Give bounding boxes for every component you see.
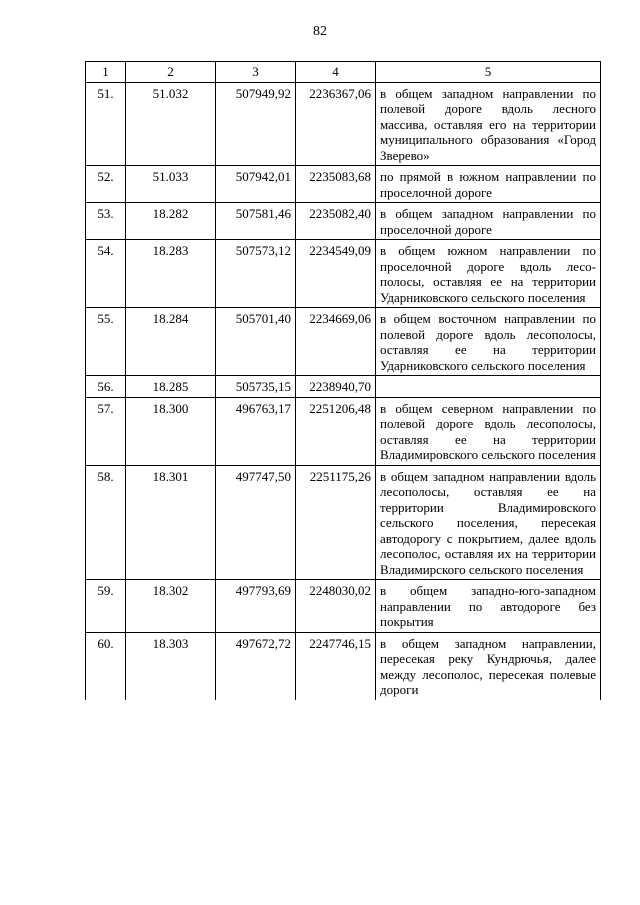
row-number-cell: 52. — [86, 166, 126, 203]
point-id-cell: 18.303 — [126, 632, 216, 700]
coord-x-cell: 497793,69 — [216, 580, 296, 633]
point-id-cell: 51.032 — [126, 82, 216, 166]
header-cell-3: 3 — [216, 62, 296, 83]
coord-y-cell: 2251175,26 — [296, 465, 376, 580]
coord-x-cell: 497672,72 — [216, 632, 296, 700]
coord-y-cell: 2236367,06 — [296, 82, 376, 166]
row-number-cell: 55. — [86, 308, 126, 376]
coord-x-cell: 507573,12 — [216, 240, 296, 308]
description-cell — [376, 376, 601, 398]
point-id-cell: 18.285 — [126, 376, 216, 398]
coord-y-cell: 2234549,09 — [296, 240, 376, 308]
coord-y-cell: 2251206,48 — [296, 397, 376, 465]
table-row — [86, 632, 601, 700]
coord-y-cell: 2238940,70 — [296, 376, 376, 398]
coordinates-table — [85, 61, 601, 700]
table-row — [86, 465, 601, 580]
point-id-cell: 18.283 — [126, 240, 216, 308]
description-cell: в общем западном направлении, пересекая реку Кундрючья, далее между лесополос, пересекая полевые дороги — [376, 632, 601, 700]
point-id-cell: 18.282 — [126, 203, 216, 240]
table-row — [86, 240, 601, 308]
coord-x-cell: 507949,92 — [216, 82, 296, 166]
row-number-cell: 51. — [86, 82, 126, 166]
row-number-cell: 59. — [86, 580, 126, 633]
coord-x-cell: 505701,40 — [216, 308, 296, 376]
point-id-cell: 18.284 — [126, 308, 216, 376]
coord-y-cell: 2235083,68 — [296, 166, 376, 203]
coord-y-cell: 2247746,15 — [296, 632, 376, 700]
table-row — [86, 166, 601, 203]
coord-y-cell: 2235082,40 — [296, 203, 376, 240]
table-row — [86, 82, 601, 166]
coord-y-cell: 2248030,02 — [296, 580, 376, 633]
table-row — [86, 397, 601, 465]
coord-x-cell: 505735,15 — [216, 376, 296, 398]
row-number-cell: 58. — [86, 465, 126, 580]
table-row — [86, 308, 601, 376]
description-cell: в общем южном направлении по проселочной дороге вдоль лесополосы, оставляя ее на территории Ударниковского сельского поселения — [376, 240, 601, 308]
header-cell-2: 2 — [126, 62, 216, 83]
point-id-cell: 51.033 — [126, 166, 216, 203]
coord-x-cell: 497747,50 — [216, 465, 296, 580]
coord-y-cell: 2234669,06 — [296, 308, 376, 376]
header-cell-5: 5 — [376, 62, 601, 83]
row-number-cell: 53. — [86, 203, 126, 240]
point-id-cell: 18.300 — [126, 397, 216, 465]
description-cell: в общем северном направлении по полевой дороге вдоль лесополосы, оставляя ее на территории Владимировского сельского поселения — [376, 397, 601, 465]
row-number-cell: 54. — [86, 240, 126, 308]
header-cell-1: 1 — [86, 62, 126, 83]
row-number-cell: 56. — [86, 376, 126, 398]
row-number-cell: 57. — [86, 397, 126, 465]
description-cell: в общем западно-юго-западном направлении по автодороге без покрытия — [376, 580, 601, 633]
table-row — [86, 203, 601, 240]
row-number-cell: 60. — [86, 632, 126, 700]
description-cell: по прямой в южном направлении по проселочной дороге — [376, 166, 601, 203]
table-row — [86, 376, 601, 398]
coord-x-cell: 496763,17 — [216, 397, 296, 465]
description-cell: в общем западном направлении по проселочной дороге — [376, 203, 601, 240]
description-cell: в общем западном направлении по полевой дороге вдоль лесного массива, оставляя его на территории муниципального образования «Город Зверево» — [376, 82, 601, 166]
header-cell-4: 4 — [296, 62, 376, 83]
point-id-cell: 18.302 — [126, 580, 216, 633]
description-cell: в общем восточном направлении по полевой дороге вдоль лесополосы, оставляя ее на территории Ударниковского сельского поселения — [376, 308, 601, 376]
table-row — [86, 580, 601, 633]
point-id-cell: 18.301 — [126, 465, 216, 580]
coord-x-cell: 507581,46 — [216, 203, 296, 240]
page-number: 82 — [313, 24, 327, 39]
description-cell: в общем западном направлении вдоль лесополосы, оставляя ее на территории Владимировского сельского поселения, пересекая автодорогу с покрытием, далее вдоль лесополос, оставляя их на территории Владимирского сельского поселения — [376, 465, 601, 580]
coord-x-cell: 507942,01 — [216, 166, 296, 203]
table-header-row — [86, 62, 601, 83]
